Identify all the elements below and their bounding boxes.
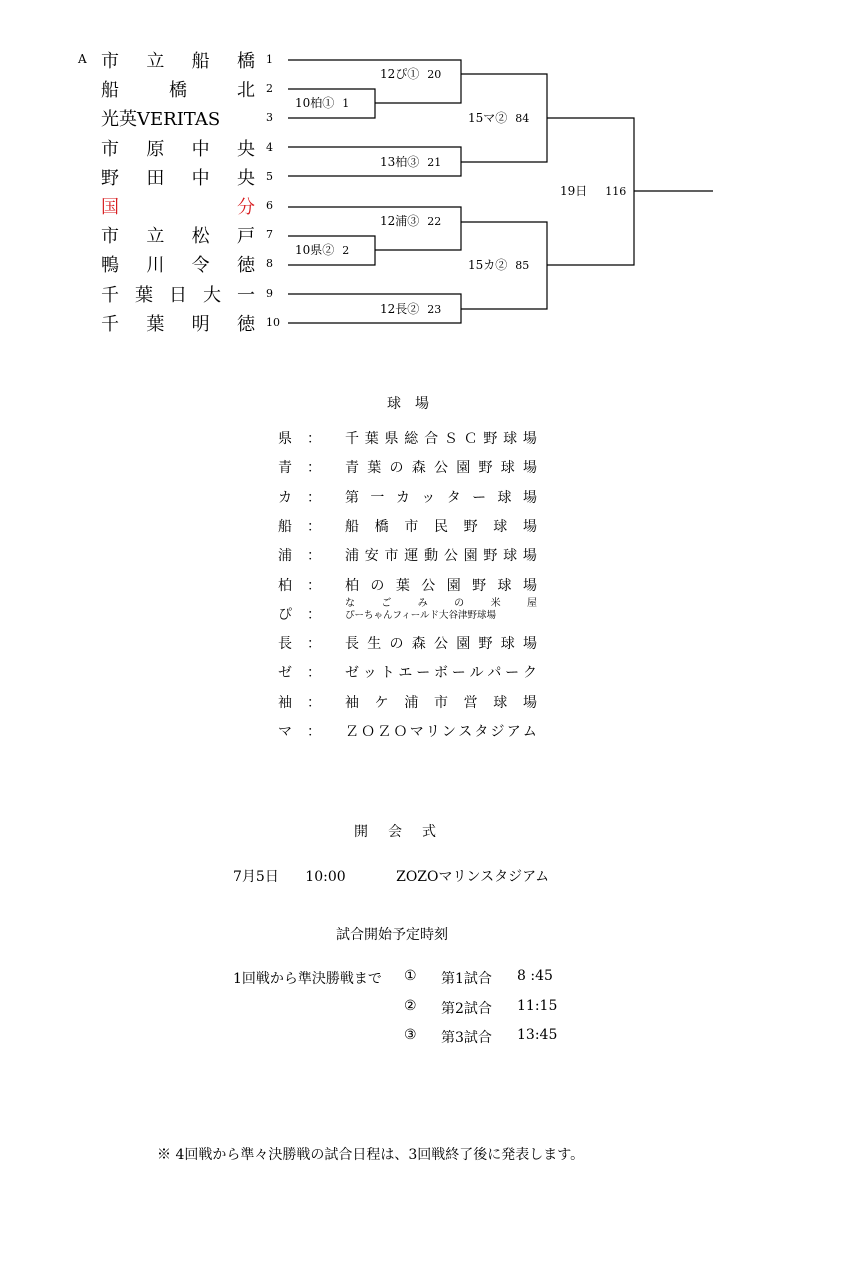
venue-key: 青 (278, 460, 292, 477)
team-name-part: 明 (191, 313, 210, 335)
opening-date: 7月5日 (233, 869, 279, 885)
venue-key: 船 (278, 518, 292, 535)
game-number: 22 (427, 215, 442, 228)
venue-colon: ： (307, 724, 321, 740)
game-number: 23 (427, 303, 442, 316)
team-name-part: 松 (191, 226, 210, 248)
team-name-part: 戸 (236, 226, 255, 248)
venue-name: 袖 ケ 浦 市 営 球 場 (345, 694, 537, 711)
bracket-lines (0, 0, 850, 350)
tournament-bracket (0, 0, 850, 350)
game-number: 2 (342, 244, 350, 257)
team-name-part: 千 (101, 284, 119, 306)
team-name-part: 央 (236, 138, 255, 160)
opening-title: 開会式 (354, 824, 456, 840)
venue-colon: ： (307, 665, 321, 682)
schedule-range: 1回戦から準決勝戦まで (233, 971, 382, 987)
team-name-part: 田 (146, 167, 165, 189)
team-name-part: 千 (101, 313, 119, 335)
team-name-part: 一 (237, 284, 255, 306)
team-name-part: 葉 (146, 313, 165, 335)
venue-key: ゼ (278, 665, 292, 682)
venue-name: 柏 の 葉 公 園 野 球 場 (345, 577, 537, 594)
team-name-part: 立 (146, 226, 165, 248)
venue-colon: ： (307, 577, 321, 594)
seed-number: 6 (266, 199, 273, 212)
game-venue-code: 12ぴ① (380, 67, 420, 81)
seed-number: 1 (266, 53, 273, 66)
schedule-game: 第3試合 (441, 1030, 492, 1046)
venue-key: ぴ (278, 606, 292, 623)
venue-key: 長 (278, 636, 292, 653)
venue-name: Ｚ Ｏ Ｚ Ｏ マ リ ン ス タ ジ ア ム (345, 724, 537, 740)
venues-title: 球場 (387, 396, 443, 412)
team-name-part: 原 (146, 138, 165, 160)
team-name-part: 分 (237, 197, 255, 218)
team-name-part: 光英VERITAS (101, 109, 221, 131)
seed-number: 4 (266, 140, 273, 154)
team-name-part: 大 (203, 284, 221, 306)
venue-name: 千 葉 県 総 合 Ｓ Ｃ 野 球 場 (345, 431, 537, 447)
venue-colon: ： (307, 460, 321, 477)
seed-number: 5 (266, 169, 273, 183)
seed-number: 7 (266, 228, 273, 242)
team-name-part: 船 (101, 80, 119, 102)
team-name-part: 橋 (169, 80, 187, 102)
seed-number: 2 (266, 82, 273, 96)
venue-name: 浦 安 市 運 動 公 園 野 球 場 (345, 548, 537, 565)
team-name-part: 徳 (236, 313, 255, 335)
venue-name: 長 生 の 森 公 園 野 球 場 (345, 636, 537, 653)
venue-colon: ： (307, 636, 321, 653)
schedule-time: 13:45 (517, 1027, 558, 1043)
team-name-part: 央 (236, 167, 255, 189)
schedule-mark: ③ (404, 1027, 417, 1043)
game-venue-code: 15マ② (468, 111, 508, 125)
game-venue-code: 10柏① (295, 96, 335, 110)
team-name-part: 市 (101, 226, 119, 248)
venue-colon: ： (307, 489, 321, 506)
team-name-part: 市 (101, 138, 119, 160)
schedule-mark: ① (404, 968, 417, 984)
team-name-part: 川 (146, 255, 165, 277)
game-number: 21 (427, 156, 442, 169)
block-label: A (78, 52, 87, 66)
game-number: 85 (515, 259, 530, 272)
seed-number: 10 (266, 315, 280, 329)
seed-number: 3 (266, 111, 273, 125)
game-number: 20 (427, 68, 442, 81)
team-name-part: 令 (191, 255, 210, 277)
venue-key: 県 (278, 431, 292, 447)
team-name-part: 市 (101, 51, 119, 72)
venue-colon: ： (307, 431, 321, 447)
game-number: 84 (515, 112, 530, 125)
venue-name-line2: ぴーちゃんフィールド大谷津野球場 (345, 609, 497, 621)
team-name-part: 日 (169, 284, 187, 306)
game-venue-code: 15カ② (468, 258, 508, 272)
venue-name: 船 橋 市 民 野 球 場 (345, 518, 537, 535)
team-name-part: 徳 (236, 255, 255, 277)
schedule-time: 8 :45 (517, 968, 553, 984)
team-name-part: 北 (237, 80, 255, 102)
game-venue-code: 10県② (295, 243, 335, 257)
venue-colon: ： (307, 606, 321, 623)
venue-name: 第 一 カ ッ タ ー 球 場 (345, 489, 537, 506)
venue-key: 浦 (278, 548, 292, 565)
team-name-part: 中 (191, 138, 210, 160)
venue-key: 袖 (278, 694, 292, 711)
game-venue-code: 12浦③ (380, 214, 420, 228)
team-name-part: 鴨 (101, 255, 119, 277)
game-number: 1 (342, 97, 350, 110)
venue-key: 柏 (278, 577, 292, 594)
team-name-part: 船 (191, 51, 210, 72)
schedule-mark: ② (404, 997, 417, 1014)
team-name-part: 立 (146, 51, 165, 72)
venue-colon: ： (307, 694, 321, 711)
footnote: ※ 4回戦から準々決勝戦の試合日程は、3回戦終了後に発表します。 (157, 1147, 585, 1163)
team-name-part: 国 (101, 197, 119, 218)
team-name-part: 葉 (135, 284, 153, 306)
team-name-part: 橋 (236, 51, 255, 72)
schedule-game: 第1試合 (441, 971, 492, 987)
schedule-title: 試合開始予定時刻 (336, 927, 448, 943)
game-venue-code: 19日 (560, 184, 588, 198)
seed-number: 8 (266, 257, 273, 271)
opening-venue: ZOZOマリンスタジアム (396, 869, 550, 885)
team-name-part: 野 (101, 167, 119, 189)
game-venue-code: 13柏③ (380, 155, 420, 169)
team-name-part: 中 (191, 167, 210, 189)
cut-off-team-row (101, 342, 255, 350)
schedule-time: 11:15 (517, 997, 558, 1014)
venue-name: ゼ ッ ト エ ー ボ ー ル パ ー ク (345, 665, 537, 682)
seed-number: 9 (266, 286, 273, 300)
game-venue-code: 12長② (380, 302, 420, 316)
game-number: 116 (605, 185, 627, 198)
venue-key: カ (278, 489, 292, 506)
venue-name: 青 葉 の 森 公 園 野 球 場 (345, 460, 537, 477)
opening-time: 10:00 (305, 869, 346, 885)
venue-name (345, 598, 537, 622)
schedule-game: 第2試合 (441, 1000, 492, 1017)
opening-info (233, 866, 549, 886)
venue-key: マ (278, 724, 292, 740)
venue-colon: ： (307, 518, 321, 535)
venue-colon: ： (307, 548, 321, 565)
venue-name-line1: な ご み の 米 屋 (345, 597, 537, 609)
